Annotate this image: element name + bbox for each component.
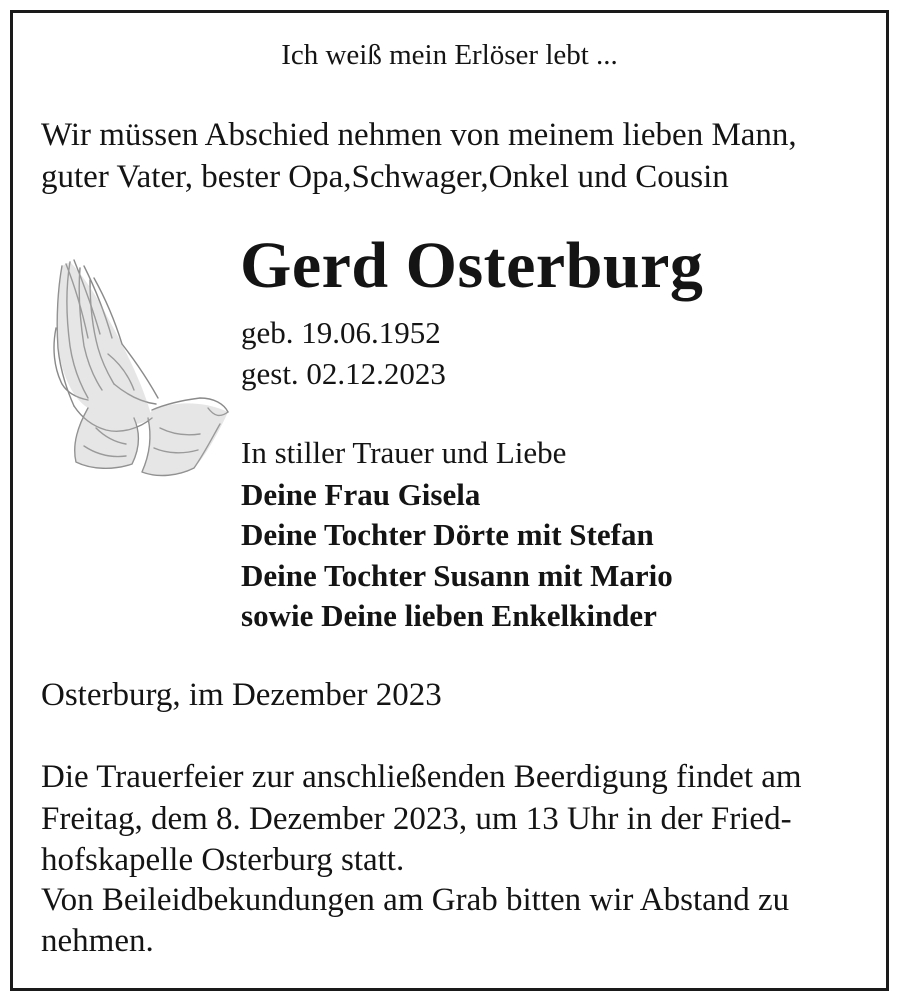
- condolence-line-1: Von Beileidbekundungen am Grab bitten wir Abstand zu: [41, 882, 790, 918]
- funeral-line-3: hofskapelle Osterburg statt.: [41, 842, 405, 878]
- deceased-name: Gerd Osterburg: [240, 229, 704, 302]
- mourner-4: sowie Deine lieben Enkelkinder: [241, 598, 657, 633]
- condolence-line-2: nehmen.: [41, 923, 154, 959]
- intro-line-1: Wir müssen Abschied nehmen von meinem lieben Mann,: [41, 117, 797, 153]
- praying-hands-icon: [48, 258, 233, 483]
- funeral-line-1: Die Trauerfeier zur anschließenden Beerdigung findet am: [41, 759, 802, 795]
- mourning-intro: In stiller Trauer und Liebe: [241, 435, 567, 470]
- mourner-2: Deine Tochter Dörte mit Stefan: [241, 517, 654, 552]
- mourner-3: Deine Tochter Susann mit Mario: [241, 558, 673, 593]
- intro-line-2: guter Vater, bester Opa,Schwager,Onkel und Cousin: [41, 159, 729, 195]
- funeral-line-2: Freitag, dem 8. Dezember 2023, um 13 Uhr in der Fried-: [41, 801, 792, 837]
- mourner-1: Deine Frau Gisela: [241, 477, 481, 512]
- birth-date: geb. 19.06.1952: [241, 315, 441, 350]
- death-date: gest. 02.12.2023: [241, 356, 446, 391]
- place-date: Osterburg, im Dezember 2023: [41, 677, 442, 713]
- motto: Ich weiß mein Erlöser lebt ...: [281, 39, 618, 71]
